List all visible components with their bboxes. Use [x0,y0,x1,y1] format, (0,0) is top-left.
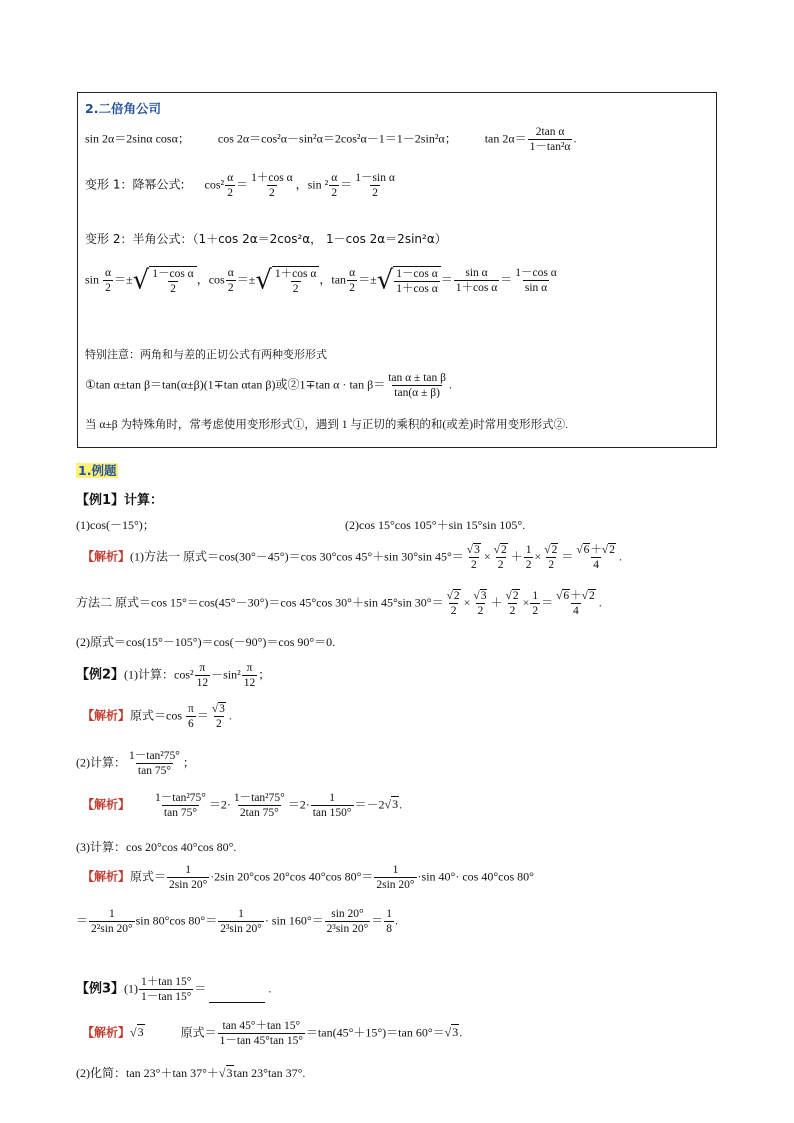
tan2a-formula: tan 2α＝ [484,131,527,146]
sin-power-fraction: $\frac{\text{1－sin α}}{2}$ [355,172,395,200]
tan-variant-line: ①tan α±tan β＝tan(α±β)(1∓tan αtan β)或②1∓tan α · tan β＝ $\frac{\text{tan α ± tan β}}{\tan(\alpha \pm \beta)}$ . [85,372,453,400]
example2-solution3b: ＝ $\frac{1}{\text{2²sin 20°}}$ sin 80°cos 80°＝ $\frac{1}{\text{2³sin 20°}}$ · sin 160°＝ $\frac{\sin 20^\circ}{\text{2³sin 20°}}$ ＝ $\frac{1}{8}$ . [76,908,398,936]
half-angle-line: sin $\frac{\alpha}{2}$ ＝±√ $\frac{\text{1－cos α}}{2}$ ，cos $\frac{\alpha}{2}$ ＝±√ $\frac{\text{1＋cos α}}{2}$ ，tan $\frac{\alpha}{2}$ ＝±√ $\frac{\text{1－cos α}}{\text{1＋cos α}}$ ＝ $\frac{\text{sin α}}{\text{1＋cos α}}$ ＝ $\frac{\text{1－cos α}}{\text{sin α}}$ [85,265,557,296]
variant1-label: 变形 1：降幂公式: [85,177,185,192]
cos-power-fraction: $\frac{\text{1＋cos α}}{2}$ [251,172,293,200]
section-heading: 1.例题 [78,463,117,478]
example1-part1: (1)cos(－15°)； [76,518,155,532]
power-reduction-line: 变形 1：降幂公式: cos² $\frac{\alpha}{2}$ ＝ $\frac{\text{1＋cos α}}{2}$ ，sin ² $\frac{\alpha}{2}$ ＝ $\frac{\text{1－sin α}}{2}$ [85,172,395,200]
example2-solution3a: 【解析】原式＝ $\frac{1}{2\sin 20^\circ}$ ·2sin 20°cos 20°cos 40°cos 80°＝ $\frac{1}{2\sin 20^\circ}$ ·sin 40°· cos 40°cos 80° [82,864,534,892]
example2-part1: 【例2】(1)计算：cos² $\frac{\pi}{12}$ －sin² $\frac{\pi}{12}$ ； [76,662,271,690]
sqrt-tan-half: √ $\frac{\text{1－cos α}}{\text{1＋cos α}}$ [377,266,441,295]
tan2a-fraction: $\frac{\text{2tan α}}{\text{1－tan²α}}$ [529,126,571,154]
example1-solution3: (2)原式＝cos(15°－105°)＝cos(－90°)＝cos 90°＝0. [76,635,336,649]
sin2a-formula: sin 2α＝2sinα cosα； [85,131,190,146]
cos2a-formula: cos 2α＝cos²α－sin²α＝2cos²α－1＝1－2sin²α； [217,131,457,146]
example2-part3: (3)计算：cos 20°cos 40°cos 80°. [76,840,237,854]
sqrt-sin-half: √ $\frac{\text{1－cos α}}{2}$ [133,266,197,295]
example2-part2: (2)计算： $\frac{\text{1－tan²75°}}{\tan 75^\circ}$ ； [76,750,195,778]
example3-solution: 【解析】√3 原式＝ $\frac{\tan 45^\circ+\tan 15^\circ}{1-\tan 45^\circ\tan 15^\circ}$ ＝tan(45°＋15°)＝tan 60°＝√3. [82,1020,463,1048]
example3-part1: 【例3】(1) $\frac{1+\tan 15^\circ}{1-\tan 15^\circ}$ ＝ . [76,976,272,1004]
answer-blank [209,988,265,1003]
sqrt-cos-half: √ $\frac{\text{1＋cos α}}{2}$ [255,266,319,295]
half-angle-label: 变形 2：半角公式：（1＋cos 2α＝2cos²α， 1－cos 2α＝2sin²α） [85,232,447,246]
double-angle-line: sin 2α＝2sinα cosα； cos 2α＝cos²α－sin²α＝2cos²α－1＝1－2sin²α； tan 2α＝ $\frac{\text{2tan α}}{\text{1－tan²α}}$ . [85,126,577,154]
note-last: 当 α±β 为特殊角时，常考虑使用变形形式①，遇到 1 与正切的乘积的和(或差)时常用变形形式②. [85,419,568,431]
example1-solution1: 【解析】(1)方法一 原式＝cos(30°－45°)＝cos 30°cos 45°＋sin 30°sin 45°＝ $\frac{√3}{2}$ × $\frac{√2}{2}$ ＋ $\frac{1}{2}$ × $\frac{√2}{2}$ ＝ $\frac{√6+√2}{4}$ . [82,544,622,572]
example2-solution2: 【解析】 $\frac{\text{1－tan²75°}}{\tan 75^\circ}$ ＝2· $\frac{\text{1－tan²75°}}{2\tan 75^\circ}$ ＝2· $\frac{1}{\tan 150^\circ}$ ＝－2√3. [82,792,403,820]
example3-part2: (2)化简：tan 23°＋tan 37°＋√3tan 23°tan 37°. [76,1066,306,1080]
example1-heading: 【例1】计算： [76,493,164,508]
example1-part2: (2)cos 15°cos 105°＋sin 15°sin 105°. [345,518,526,532]
note-title: 特别注意：两角和与差的正切公式有两种变形形式 [85,348,327,361]
box-title: 2.二倍角公司 [85,101,161,116]
example2-solution1: 【解析】原式＝cos $\frac{\pi}{6}$ ＝ $\frac{√3}{2}$ . [82,703,232,731]
example1-solution2: 方法二 原式＝cos 15°＝cos(45°－30°)＝cos 45°cos 30°＋sin 45°sin 30°＝ $\frac{√2}{2}$ × $\frac{√3}{2}$ ＋ $\frac{√2}{2}$ × $\frac{1}{2}$ ＝ $\frac{√6+√2}{4}$ . [76,590,602,618]
